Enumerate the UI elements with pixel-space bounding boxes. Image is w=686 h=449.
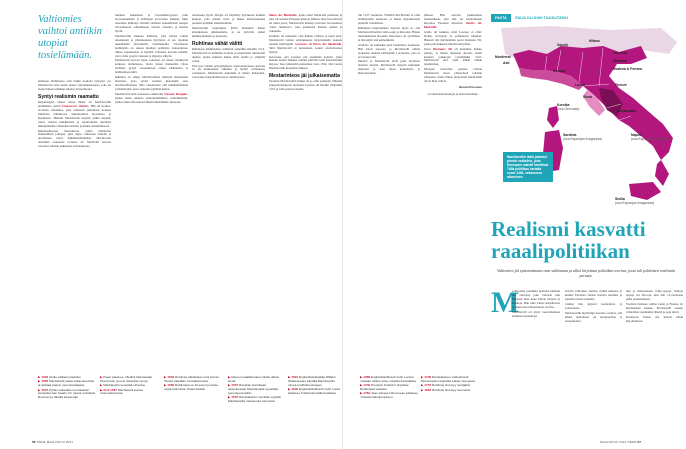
timeline-year: 21.6.1527 (103, 387, 118, 392)
author-note: on ulkomaantoimittaja ja historiantutkija. (427, 92, 479, 97)
subheading: Ruhtinas vähät välitti (192, 40, 243, 47)
map-label-savoy: Savoiji (557, 43, 568, 47)
map-label-firenze: Firenze (615, 83, 627, 87)
timeline-bullet-icon: ▶ (38, 379, 42, 384)
map-label-napoli: Napoli (osa Espanjan Aragoniaa) (631, 133, 671, 141)
page-number: 57 (637, 440, 641, 444)
map-label-modena-ferrara: Modena & Ferrara (613, 67, 642, 71)
magazine-name: TIEDE (627, 440, 637, 444)
article-headline: Realismi kasvatti raaalipolitiikan (491, 217, 646, 263)
timeline-bullet-icon: ▶ (360, 391, 364, 396)
timeline-text: Englantilaiskirjailija William Shakespeare käyttää Machiavellin nimeä roolihahmoissaan. (288, 376, 336, 387)
timeline-year: 1572 (231, 383, 239, 388)
paragraph: Firenzen tasavallan palattua valtaan Machiavelli toivoi pääsevänsä takaisin virkaansa, mutta hänen yhteytensä Mediceihin olivat liian vahvat. (424, 67, 482, 84)
timeline-column (421, 376, 481, 434)
map-label-asti: Asti (503, 61, 510, 65)
timeline-year: 1762 (363, 391, 371, 396)
timeline-year: 1772 (424, 383, 432, 388)
timeline-column (38, 376, 96, 434)
article-body-column-2 (565, 290, 622, 437)
paragraph: achiavellie politiikka ajattelua käsitteli sitä vahvasti, joka vahvasti niin Firenzen kuin koko Italian historia ja tarkkoja. Hän näki valtiot kilpailevina ja jatkuvassa muutoksessa olevina. (512, 290, 560, 309)
map-label-genova: Genova (553, 69, 566, 73)
paragraph: Tuolloin Italiassa vallitsi rauha ja Firenze oli kulttuurinen keskus. Machiavelli seurasi valtiollisia tapahtumia läheltä ja oppi niistä. (626, 301, 683, 314)
timeline-year: 1523 (41, 376, 49, 379)
timeline-text: kirjan moraalittomana. Mahe alkaa levitä. (228, 376, 279, 383)
timeline-entry (100, 389, 158, 397)
page-footer-right (600, 440, 641, 444)
timeline-bullet-icon: ▶ (100, 387, 104, 392)
page-gutter (342, 0, 343, 449)
timeline-bullet-icon: ▶ (421, 387, 425, 392)
timeline-year: 1525 (41, 379, 49, 384)
map-label-korsika: Korsika (osa Genovaa) (557, 103, 580, 111)
timeline-text: Englantilaisfilosofi John Locken mukaan valtion tulee suojella kansalaisia. (360, 376, 417, 383)
timeline-year: 1818 (424, 387, 432, 392)
paragraph: tuntemaan hyvin. Borgia oli käyttänyt hyväkseen kaikkia keinoja, joita tilanne vaati, ja hänen menestyksensä perustui kylmään laskelmointiin. (192, 14, 265, 25)
paragraph: Machiavellin kirjoitukset jäivät kuitenkin hänen elinaikanaan julkaisematta, ja ne levisivät aluksi käsikirjoituksina ja kopioina. (192, 25, 265, 38)
timeline-bullet-icon: ▶ (288, 376, 292, 379)
timeline-entry (288, 376, 343, 387)
map-label-milano: Milano (589, 39, 600, 43)
paragraph: Machiavelli oli myös tasavaltalaisen hallinnon kannattaja. (512, 309, 560, 318)
timeline-text: Englantilaisfilosofi John Locke julkaisee Tutkielmia hallitusvallasta. (288, 386, 341, 395)
paragraph: Kerrotaan, että Lorenzo piti enemmän koirista, jotka hänelle tuotiin lahjaksi samana päivänä, kuin Machiavellin kirjasta. Teos julkaistiin painettuna vasta 1532, viisi vuotta Machiavellin kuoleman jälkeen. (269, 54, 342, 71)
author-signoff: Hannu Pesonen (458, 85, 482, 90)
timeline-column (360, 376, 418, 434)
article-column-6 (424, 14, 482, 372)
paragraph: Kirjoitustyön tärkeä tausta lähtee oli Machiavellin elinikäinen ystävä Francesco Vettori. Hän oli korkea-arvoinen virkamies, joka ommensi jatkamaan uraansa Medicien hallinnossa diplomaattina Roomassa ja Ranskassa. Hänelle Machiavelli kirjoitti pitkiä kirjeitä, joissa vaustui kaikkinaisia ja loputtomasti mietittyä näkemyksiään valtioiden toimista ja niiden onnistumisesta. (38, 99, 111, 128)
timeline-year: 1532 (167, 376, 175, 379)
paragraph: niin ja Aristotelesen valtio-oppeja. Samoja oppeja sai Niccolò, kun hän 12-vuotiaana pääsi opiskelemaan. (626, 290, 683, 301)
paragraph: Machiavellin mukaan hallitsija, joka haluaa toimia tehokkaasti ja yhteiskunnan hyödyksi, ei saa rajoittua tekemisiään moraalisilla vaatimuksilla. Tarvittaessa hallitsijalla on oikeus murhata poliittisia vastustajiaan, rikkoa lupauksiaan ja käyttää valtaansa kovalla kädellä, jotta valtio pysyisi vakaana ja järjestys säilyisi. (115, 33, 188, 58)
fact-box-header (491, 14, 681, 22)
paragraph: sivuitti valtioiden asemaa, minkä kaikesta ja kuinka Firenzen valtion historia kuuluisi ja esitettiin sitten teokselle. (565, 290, 622, 301)
issue-date: MAALISKUU 2014 (46, 440, 73, 444)
timeline-bullet-icon: ▶ (38, 376, 42, 379)
paragraph: Ruhtinas on tehnyt Machiavellista nimensä ikuistaneen käsitteen, josta syntyi suomen kieleenkin sana machiavellistinen. Sillä tarkoitetaan yhä häikäilemätöntä vallankäyttöä, jossa tarkoitus pyhittää keinot. (115, 75, 188, 92)
timeline-entry (38, 389, 96, 400)
article-column-2 (115, 14, 188, 372)
timeline-bullet-icon: ▶ (228, 383, 232, 388)
timeline-year: 1576 (231, 395, 239, 400)
timeline-text: Ruhtinas ilmestyy suomeksi. (432, 387, 472, 392)
map-caption-box: Machiavellin Italia jakautui pieniin valtioihin, joita Euroopan mahdit hamitivat. Tällä politiikan kartalla vuosi 1494, sekasorron alkaminen. (503, 152, 553, 182)
paragraph: jälkeen. Hän saavutti jonkinlaisen tunnustuksen, kun hän sai tehtäväkseen kirjoittaa Firenzen historian. Giulio de' Medicille (424, 14, 482, 29)
map-label-mantova: Mantova (613, 59, 627, 63)
paragraph: Giulio oli kaikkea, mitä Lorenzo ei ollut: älykäs, sivistynyt ja poliittisesti lahjakas. Hänestä tuli myöhemmin paavi Klemens VII, jonka palvelukseen Machiavelli pääsi. (424, 29, 482, 46)
page-footer-left (32, 440, 73, 444)
paragraph: Machiavellin myöhempi tuotanto osoittaa, että hänen ajattelunsa oli monipuolista ja tasapainoista. (565, 310, 622, 323)
paragraph: Iliano de' Medicille, jonka tanni Medicistä parhaiten ja joka oli noussut Firenzen johtoon jälkeen. Kun Giovannista oli tullut paavi, Machiavelli ilmestyi toivonsa Giovannissa "uutta ruhtinasta", joka palauttaisi Italiaan rauhan ja vakauden. (269, 14, 342, 33)
timeline-year: 1740 (363, 383, 371, 388)
paragraph: Kuohuvan Italian tila innosti häntä kirjoittamaan. (626, 314, 683, 323)
timeline-text: Machiavelli palaa virkamiesuralle ja aloittaa paavin neuvonantajana. (38, 379, 95, 388)
map-label-lucca: Lucca (575, 83, 585, 87)
magazine-name: TIEDE (36, 440, 46, 444)
timeline-bullet-icon: ▶ (228, 376, 232, 379)
timeline-text: Ranskalainen Gentillet syyttää Machiavellia maineensa turmiosta. (228, 395, 281, 403)
timeline-column (228, 376, 284, 434)
timeline-bullet-icon: ▶ (228, 395, 232, 400)
fact-title: ITALIA OLI KUIN TILKKUTÄKKI (514, 16, 568, 20)
page-number: 56 (32, 440, 36, 444)
article-column-4 (269, 14, 342, 372)
paragraph: Paavi Klemens VII oli kuitenkin heikko johtaja, ja hänen aikanaan Rooma joutui keisarin joukkojen ryöstämäksi 1527. Machiavelli ehti vielä nähdä tämän tapahtuman. (424, 46, 482, 67)
timeline-text: Ruhtinas ilmestyy venäjäksi. (432, 383, 471, 388)
timeline-year: 1527 (41, 387, 49, 392)
timeline-year: 1748 (424, 376, 432, 379)
timeline-text: Ranskalainen valtiosilosofi Montesquieu kirjoittaa Lakien hengestä. (421, 376, 476, 383)
paragraph: Giuliano oli kuitenkin vain hetken vallassa ja kuoli pian. Machiavelli vaihtoi omistuksensa kirjoittamalla teoksen uudelle hallitsijalle: Lorenzo di Piero de' Medicille Siitä Machiavelli ei kuitenkaan saanut odottamaansa hyötyä. (269, 33, 342, 54)
map-label-kirkkovaltio: Kirkkovaltio (617, 109, 637, 113)
subheading: Mestarinteos jäi julkaisematta (269, 73, 340, 80)
paragraph: Machiavelli esitti teoksensa esikuvaksi Cesare Borgian, yhden oman aikansa armottomimmista valtiomiehistä, jonka toimia hän seurasi läheltä lähettiläänä ollessaan. (115, 92, 188, 105)
timeline-bullet-icon: ▶ (421, 383, 425, 388)
map-label-sardinia: Sardinia (osa Espanjan Aragoniaa) (563, 133, 603, 141)
issue-date: MAALISKUU 2014 (600, 440, 627, 444)
paragraph: Lisäksi hän kirjoitti komedioita ja sotataidosta. (565, 301, 622, 310)
map-label-siena: Siena (583, 95, 593, 99)
paragraph: Ruhtinaskirjassa muotokuvaa erästä hahmonsa ihanteellisen johtajan, joka ohjaa valtiotaan taidolla ja tarvittaessa myös häikäilemättömästi. Machiavelli omistikin teoksensa Lorenzo de' Medicille toivoen saavansa takaisin paikkansa palveluksessa. (38, 128, 111, 149)
map-label-sisilia: Sisilia (osa Espanjan Aragoniaa) (615, 197, 655, 205)
paragraph: Pian teos valmui pelvaymyksen. Sanavalintojensa ansiosta se jäi keskustelun aiheeksi ja herätti voimakasta vastustusta. Machiavelli kuitenkin ei jäänyt katkeraksi, vaan jatkoi kirjoittamistaan ja toimintaansa. (192, 63, 265, 80)
drop-cap: M (491, 286, 520, 319)
timeline-text: Machiavelli menettää virkansa. (103, 383, 146, 388)
timeline-entry (288, 388, 343, 396)
timeline-year: 1559 (167, 383, 175, 388)
highlight-name: Giulio de' Medicille (424, 20, 482, 29)
article-column-3 (192, 14, 265, 372)
paragraph: tiin 1527 vuonnaan. Yhtäältä Machiavelli ei ollut hallitsijoiden suosiossa ja hänen kirjoituksiaan pidettiin vaarallisina. (358, 14, 420, 25)
timeline-text: Ruhtinas julkaistaan ensi kerran. Teosta pidetään moraalittomana. (164, 376, 220, 383)
map-label-monferrat: Monferrat (495, 55, 511, 59)
timeline-bullet-icon: ▶ (164, 383, 168, 388)
timeline-text: Machiavelli kuolee tuntemattomana. (100, 387, 144, 396)
timeline-bullet-icon: ▶ (288, 386, 292, 391)
timeline-entry (164, 384, 224, 392)
timeline-text: Giulio valitaan paaviksi. (49, 376, 82, 379)
paragraph: tuminen laskuineen ja vapaamielisyyteen johti levottomuuksiin ja hallitsijan arvovallan laskuun. Siksi toiselleen hallitsija valtiolle sallitaan epäedellisten tekojen turvaamiseen edistääkseen valtion vakautta ja kansan hyvää. (115, 14, 188, 33)
pull-quote: Valtiomies vaihtoi antiikin utopiat tosielämään. (38, 14, 102, 61)
timeline-bullet-icon: ▶ (360, 376, 364, 379)
highlight-name: Klemens VII (433, 46, 452, 51)
timeline-bullet-icon: ▶ (360, 383, 364, 388)
timeline-column (288, 376, 343, 434)
timeline-entry (421, 389, 481, 393)
paragraph: Ruhtinaan kirjoittamista helpotti myös se, että Machiavelli hallitsi valtio-opin ja historian. Hänen tuntemuksensa Rooman historiasta oli syvällinen ja hän käytti sitä esimerkkinä. (358, 25, 420, 42)
timeline-text: Ranskan kuninkaan saapuessaan Machiavellia syytetään perusteena lakiin. (228, 383, 279, 395)
article-column-1 (38, 80, 111, 372)
timeline-bullet-icon: ▶ (100, 383, 104, 388)
subheading: Syntyi realismin raamattu (38, 93, 99, 100)
timeline-bullet-icon: ▶ (164, 376, 168, 379)
timeline-text: Jean-Jacques Rousseau julkaisee Yhteiskuntasopimuksen. (360, 391, 418, 400)
timeline-text: Ruhtinasta on ilmestynyt useita uusia painoksia. Paavi kieltää (164, 383, 218, 391)
fact-tag: FAKTA (491, 14, 511, 22)
paragraph: Tuolloin Machiavellin lisäksi oli jo ollut palaneita. Hänelle suurpentymykseen tuottanut Lorenzo oli kuollut ylläpitäen 1519 ja valta palasi toisaalle. (269, 79, 342, 92)
timeline-bullet-icon: ▶ (100, 376, 104, 379)
timeline-bullet-icon: ▶ (421, 376, 425, 379)
article-lead: Valtiomies jäi epäonnistunut oma vallastaan ja alkoi kirjoittaa politiikan teoriaa, josta tuli poliittisen realismin perusta. (496, 268, 676, 278)
timeline-column (100, 376, 158, 434)
timeline-entry (360, 392, 418, 400)
timeline-year: 1640 (291, 386, 299, 391)
timeline-text: Preussin Fredrik II kirjoittaa Ruhtinasta vastaan. (360, 383, 409, 391)
paragraph: Ruhtinaan käsikirjoitus valmistui samoihin aikoihin 1514. Machiavelli oli nimittäin tuolloin jo kirjoittanut ruhtinaalle ohjeita, joiden mukaan hänen tulisi toimia ja ylläpitää valtaa. (192, 46, 265, 63)
paragraph: Medicit ja Machiavelli eivät juuri löytäneet yhteistä säveltä. Machiavelli kirjoitti kuitenkin ahkerasti ja laati myös komedioita ja historiateoksia. (358, 59, 420, 76)
paragraph: Machiavelli korosti myös kohtalon eli onnen merkitystä kaikessa toiminnassa, mutta hänen mielestään viisas hallitsija pystyi varautumaan onnen käänteisiin ja hallitsemaan niitä. (115, 58, 188, 75)
highlight-name: Iliano de' Medicille (269, 14, 297, 17)
paragraph: Giuliano oli kuitenkin pian hankalassa asemassa. Hän kuoli nuorena, ja Machiavelli omisti teoksensa uudelle hallitsijalle Lorenzolle, joka ei arvostanut sitä. (358, 42, 420, 59)
timeline-year: 1591 (291, 376, 299, 379)
timeline-column (164, 376, 224, 434)
timeline-entry (228, 396, 284, 404)
timeline-entry (228, 384, 284, 395)
highlight-name: Cesare Borgian (164, 92, 188, 97)
highlight-name: Francesco Vettori (62, 103, 89, 108)
timeline-year: 1689 (363, 376, 371, 379)
article-body-column-1 (512, 290, 560, 437)
article-column-5 (358, 14, 420, 372)
highlight-name: Lorenzo di Piero de' Medicille (295, 41, 342, 46)
timeline-bullet-icon: ▶ (38, 387, 42, 392)
paragraph: tamiseen. Ruhtinassa olisi tuskin koskaan syntynyt, jos Machiavelli olisi saanut jatkaa valtiomiesuraansa, joka oli vienyt hänen kaikkien aikansa ja huomiossa. (38, 80, 111, 91)
map-label-venezia: Venetsia (613, 51, 627, 55)
timeline-text: Pyhän saksalais-roomalaisen keisarikunnan Kaarle V:n joukot ryöstävät Rooman ja häviää kaupungin. (38, 387, 95, 400)
timeline-text: Paavi pakenee, Medicit karkotetaan Firenzestä, ja uusi tasavalta syntyy. (100, 376, 153, 383)
article-body-column-3 (626, 290, 683, 437)
